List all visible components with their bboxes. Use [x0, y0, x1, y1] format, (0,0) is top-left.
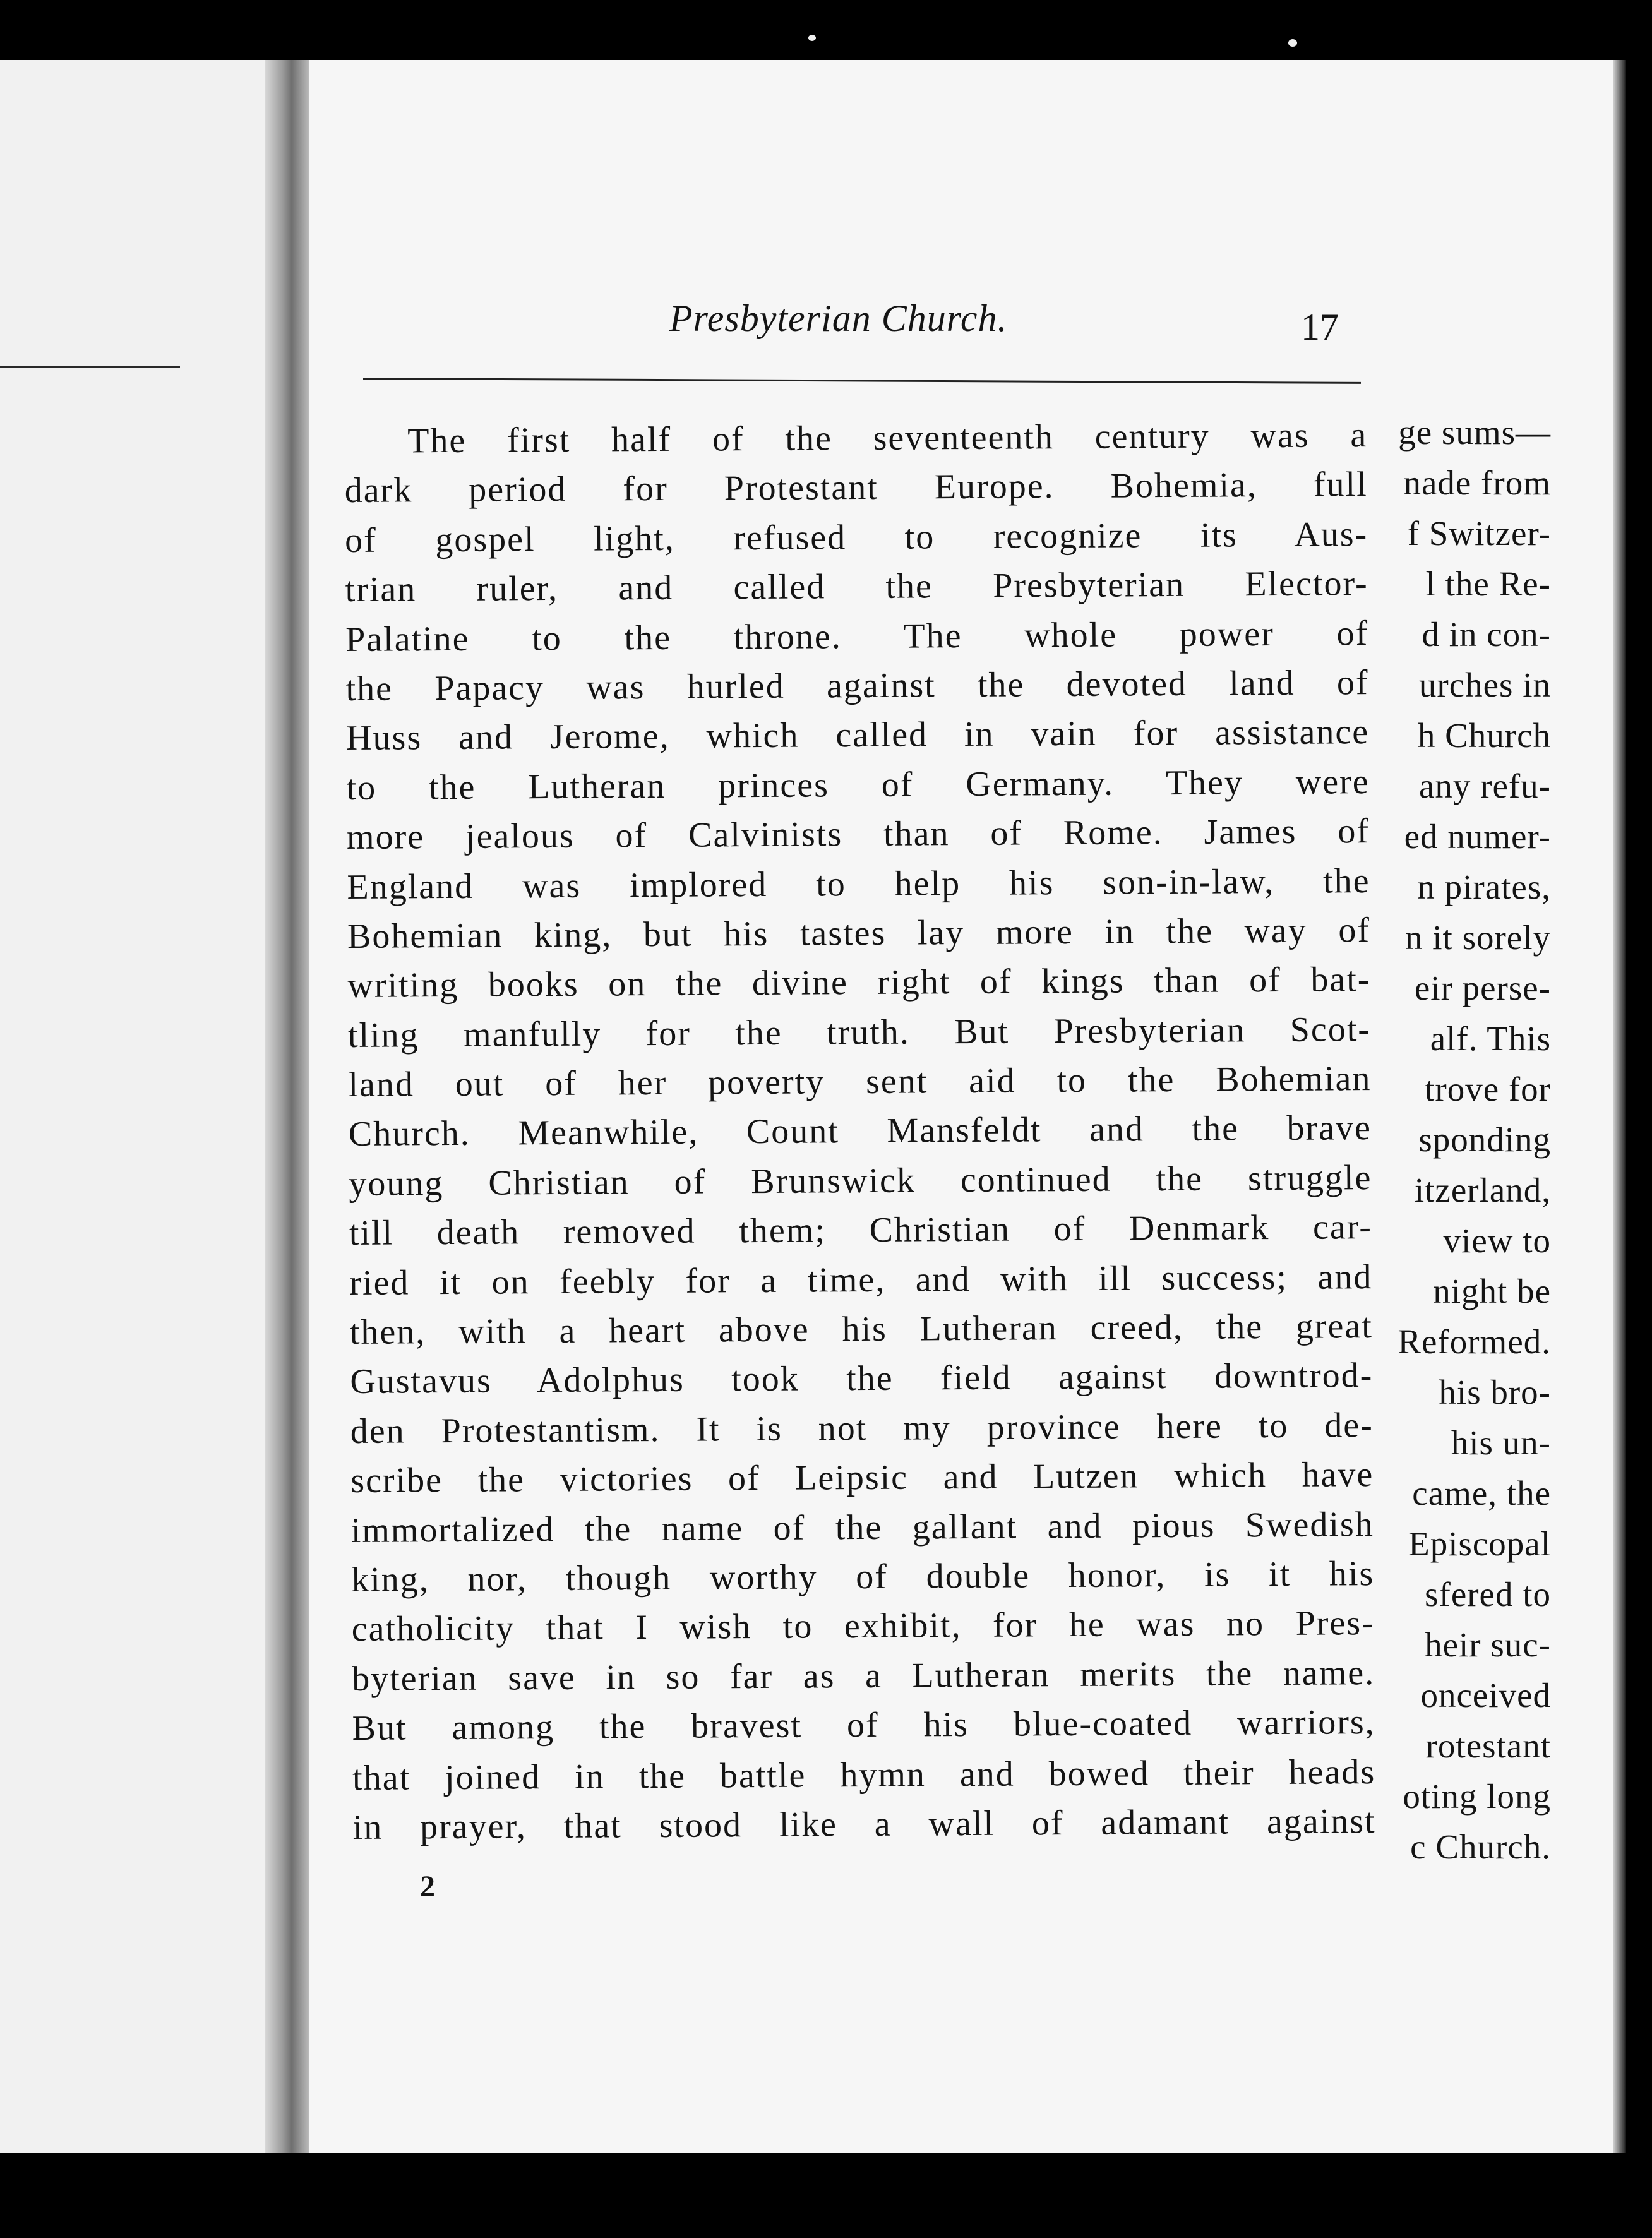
text-line: king, nor, though worthy of double honor, is it his — [351, 1554, 1375, 1600]
book-gutter — [265, 60, 309, 2153]
dust-speck — [1288, 39, 1297, 47]
text-line: that joined in the battle hymn and bowed their heads — [352, 1752, 1376, 1798]
text-line: immortalized the name of the gallant and pious Swedish — [350, 1504, 1374, 1550]
text-line: came, the — [1412, 1474, 1551, 1512]
page-number: 17 — [1301, 306, 1339, 348]
text-line: in prayer, that stood like a wall of adamant against — [352, 1802, 1376, 1847]
text-line: any refu- — [1418, 767, 1551, 805]
text-line: land out of her poverty sent aid to the Bohemian — [348, 1059, 1372, 1105]
text-line: more jealous of Calvinists than of Rome. James of — [346, 811, 1370, 858]
text-line: young Christian of Brunswick continued the struggle — [349, 1158, 1372, 1204]
text-line: ge sums— — [1398, 413, 1551, 452]
dust-speck — [808, 35, 816, 41]
text-line: rotestant — [1425, 1726, 1551, 1765]
text-line: his un- — [1451, 1423, 1551, 1462]
text-line: sfered to — [1425, 1575, 1551, 1613]
text-line: Bohemian king, but his tastes lay more in the way of — [347, 910, 1371, 956]
text-line: trian ruler, and called the Presbyterian Elector- — [345, 564, 1368, 610]
text-line: eir perse- — [1414, 969, 1551, 1007]
text-line: writing books on the divine right of kings than of bat- — [347, 960, 1371, 1006]
text-line: sponding — [1418, 1120, 1551, 1159]
text-line: f Switzer- — [1407, 514, 1551, 553]
text-line: nade from — [1403, 464, 1551, 502]
text-line: then, with a heart above his Lutheran creed, the great — [349, 1307, 1374, 1353]
text-line: byterian save in so far as a Lutheran merits the name. — [352, 1653, 1375, 1699]
text-line: ried it on feebly for a time, and with ill success; and — [349, 1257, 1373, 1303]
text-line: Reformed. — [1398, 1322, 1551, 1361]
text-line: Church. Meanwhile, Count Mansfeldt and the brave — [348, 1108, 1372, 1154]
body-text — [344, 410, 1376, 1852]
text-line: urches in — [1418, 666, 1551, 704]
running-head: Presbyterian Church. — [669, 297, 1008, 339]
text-line: catholicity that I wish to exhibit, for he was no Pres- — [351, 1603, 1375, 1649]
text-line: den Protestantism. It is not my province here to de- — [350, 1405, 1374, 1451]
text-line: oting long — [1403, 1777, 1551, 1816]
text-line: view to — [1443, 1221, 1551, 1260]
text-line: dark period for Protestant Europe. Bohemia, full — [344, 465, 1368, 511]
text-line: Huss and Jerome, which called in vain for assistance — [345, 712, 1370, 758]
text-line: Gustavus Adolphus took the field against downtrod- — [350, 1356, 1374, 1402]
text-line: itzerland, — [1414, 1171, 1551, 1209]
text-line: tling manfully for the truth. But Presbyterian Scot- — [347, 1009, 1372, 1055]
text-line: Palatine to the throne. The whole power of — [345, 613, 1369, 659]
text-line: scribe the victories of Leipsic and Lutzen which have — [350, 1455, 1374, 1501]
text-line: c Church. — [1410, 1828, 1551, 1866]
text-line: trove for — [1425, 1070, 1551, 1108]
signature-mark: 2 — [420, 1870, 435, 1903]
facing-page-left — [0, 60, 278, 2153]
text-line: d in con- — [1422, 615, 1551, 654]
text-line: But among the bravest of his blue-coated warriors, — [352, 1702, 1375, 1749]
text-line: ed numer- — [1404, 817, 1551, 856]
text-line: n pirates, — [1417, 868, 1551, 906]
text-line: of gospel light, refused to recognize its Aus- — [345, 514, 1368, 560]
text-line: till death removed them; Christian of Denmark car- — [349, 1207, 1373, 1254]
facing-page-text — [1374, 407, 1551, 1872]
text-line: alf. This — [1430, 1019, 1551, 1058]
facing-page-header-rule — [0, 366, 180, 368]
text-line: England was implored to help his son-in-law, the — [347, 861, 1370, 907]
text-line: heir suc- — [1425, 1625, 1551, 1664]
text-line: the Papacy was hurled against the devoted land of — [345, 663, 1369, 709]
text-line: Episcopal — [1408, 1524, 1551, 1563]
text-line: to the Lutheran princes of Germany. They were — [346, 762, 1370, 808]
text-line: night be — [1433, 1272, 1551, 1310]
text-line: n it sorely — [1405, 918, 1551, 957]
text-line: onceived — [1420, 1676, 1551, 1714]
text-line: The first half of the seventeenth century was a — [407, 416, 1368, 461]
page-edge-shadow — [1613, 60, 1626, 2153]
text-line: h Church — [1417, 716, 1551, 755]
text-line: his bro- — [1439, 1373, 1551, 1411]
text-line: l the Re- — [1425, 565, 1551, 603]
